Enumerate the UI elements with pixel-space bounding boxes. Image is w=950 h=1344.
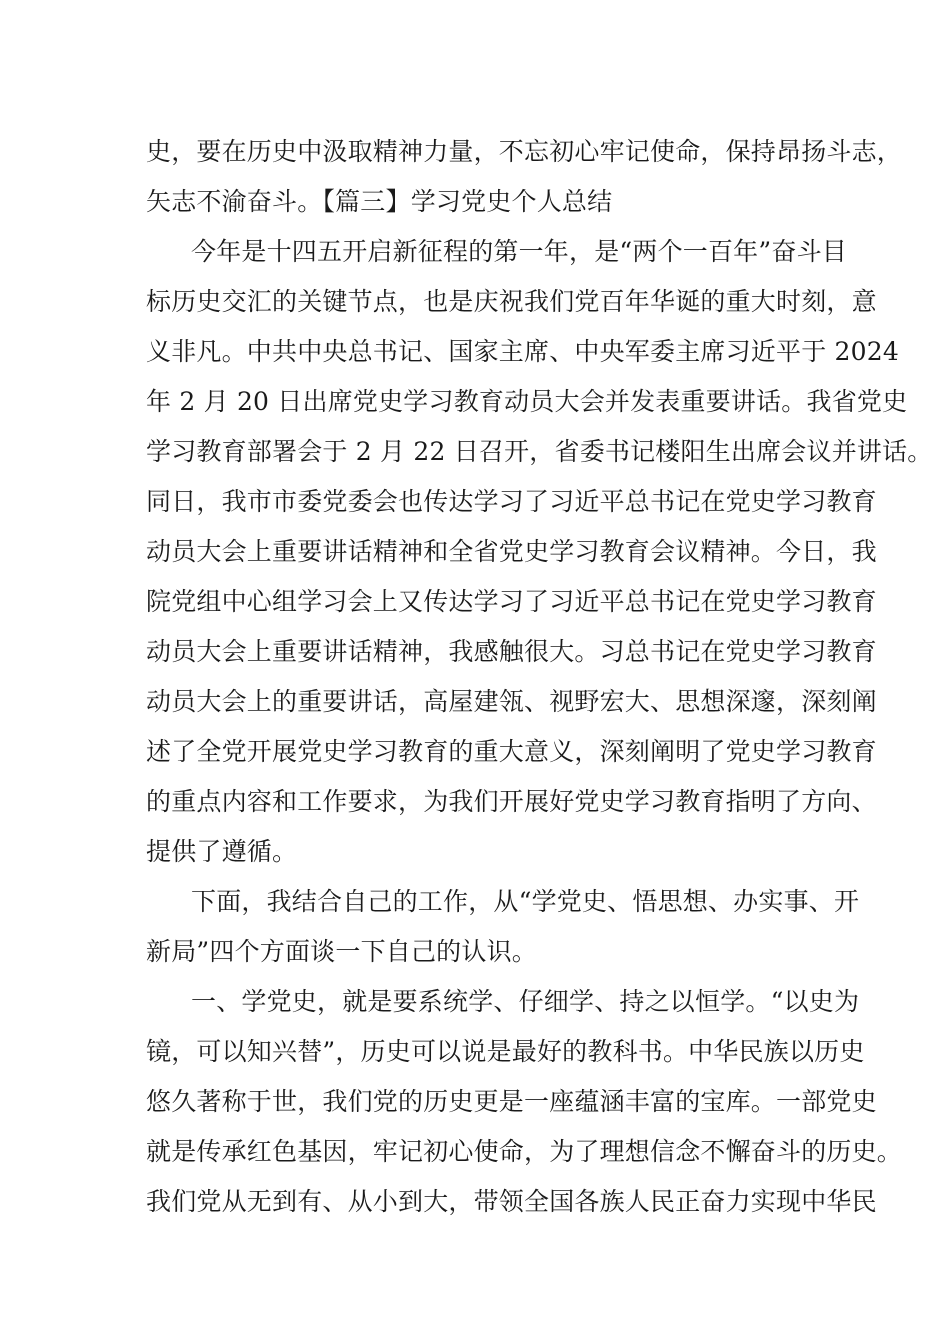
text-line: 新局”四个方面谈一下自己的认识。 <box>146 937 537 966</box>
text-line: 的重点内容和工作要求，为我们开展好党史学习教育指明了方向、 <box>146 787 877 816</box>
paragraph-start: 一、学党史，就是要系统学、仔细学、持之以恒学。“以史为 <box>191 987 860 1016</box>
text-line: 提供了遵循。 <box>146 837 298 866</box>
text-line: 述了全党开展党史学习教育的重大意义，深刻阐明了党史学习教育 <box>146 737 877 766</box>
text-line: 年 2 月 20 日出席党史学习教育动员大会并发表重要讲话。我省党史 <box>146 387 908 416</box>
text-line: 我们党从无到有、从小到大，带领全国各族人民正奋力实现中华民 <box>146 1187 877 1216</box>
text-line: 镜，可以知兴替”，历史可以说是最好的教科书。中华民族以历史 <box>146 1037 865 1066</box>
text-line: 同日，我市市委党委会也传达学习了习近平总书记在党史学习教育 <box>146 487 877 516</box>
text-line: 义非凡。中共中央总书记、国家主席、中央军委主席习近平于 2024 <box>146 337 899 366</box>
paragraph-start: 今年是十四五开启新征程的第一年，是“两个一百年”奋斗目 <box>191 237 847 266</box>
paragraph-start: 下面，我结合自己的工作，从“学党史、悟思想、办实事、开 <box>191 887 860 916</box>
text-line: 动员大会上的重要讲话，高屋建瓴、视野宏大、思想深邃，深刻阐 <box>146 687 877 716</box>
text-line: 院党组中心组学习会上又传达学习了习近平总书记在党史学习教育 <box>146 587 877 616</box>
text-line: 史，要在历史中汲取精神力量，不忘初心牢记使命，保持昂扬斗志， <box>146 137 903 166</box>
text-line: 悠久著称于世，我们党的历史更是一座蕴涵丰富的宝库。一部党史 <box>146 1087 877 1116</box>
text-line: 标历史交汇的关键节点，也是庆祝我们党百年华诞的重大时刻，意 <box>146 287 877 316</box>
text-line: 动员大会上重要讲话精神和全省党史学习教育会议精神。今日，我 <box>146 537 877 566</box>
text-line: 学习教育部署会于 2 月 22 日召开，省委书记楼阳生出席会议并讲话。 <box>146 437 933 466</box>
text-line: 就是传承红色基因，牢记初心使命，为了理想信念不懈奋斗的历史。 <box>146 1137 903 1166</box>
text-line: 动员大会上重要讲话精神，我感触很大。习总书记在党史学习教育 <box>146 637 877 666</box>
text-line: 矢志不渝奋斗。【篇三】学习党史个人总结 <box>146 187 613 216</box>
